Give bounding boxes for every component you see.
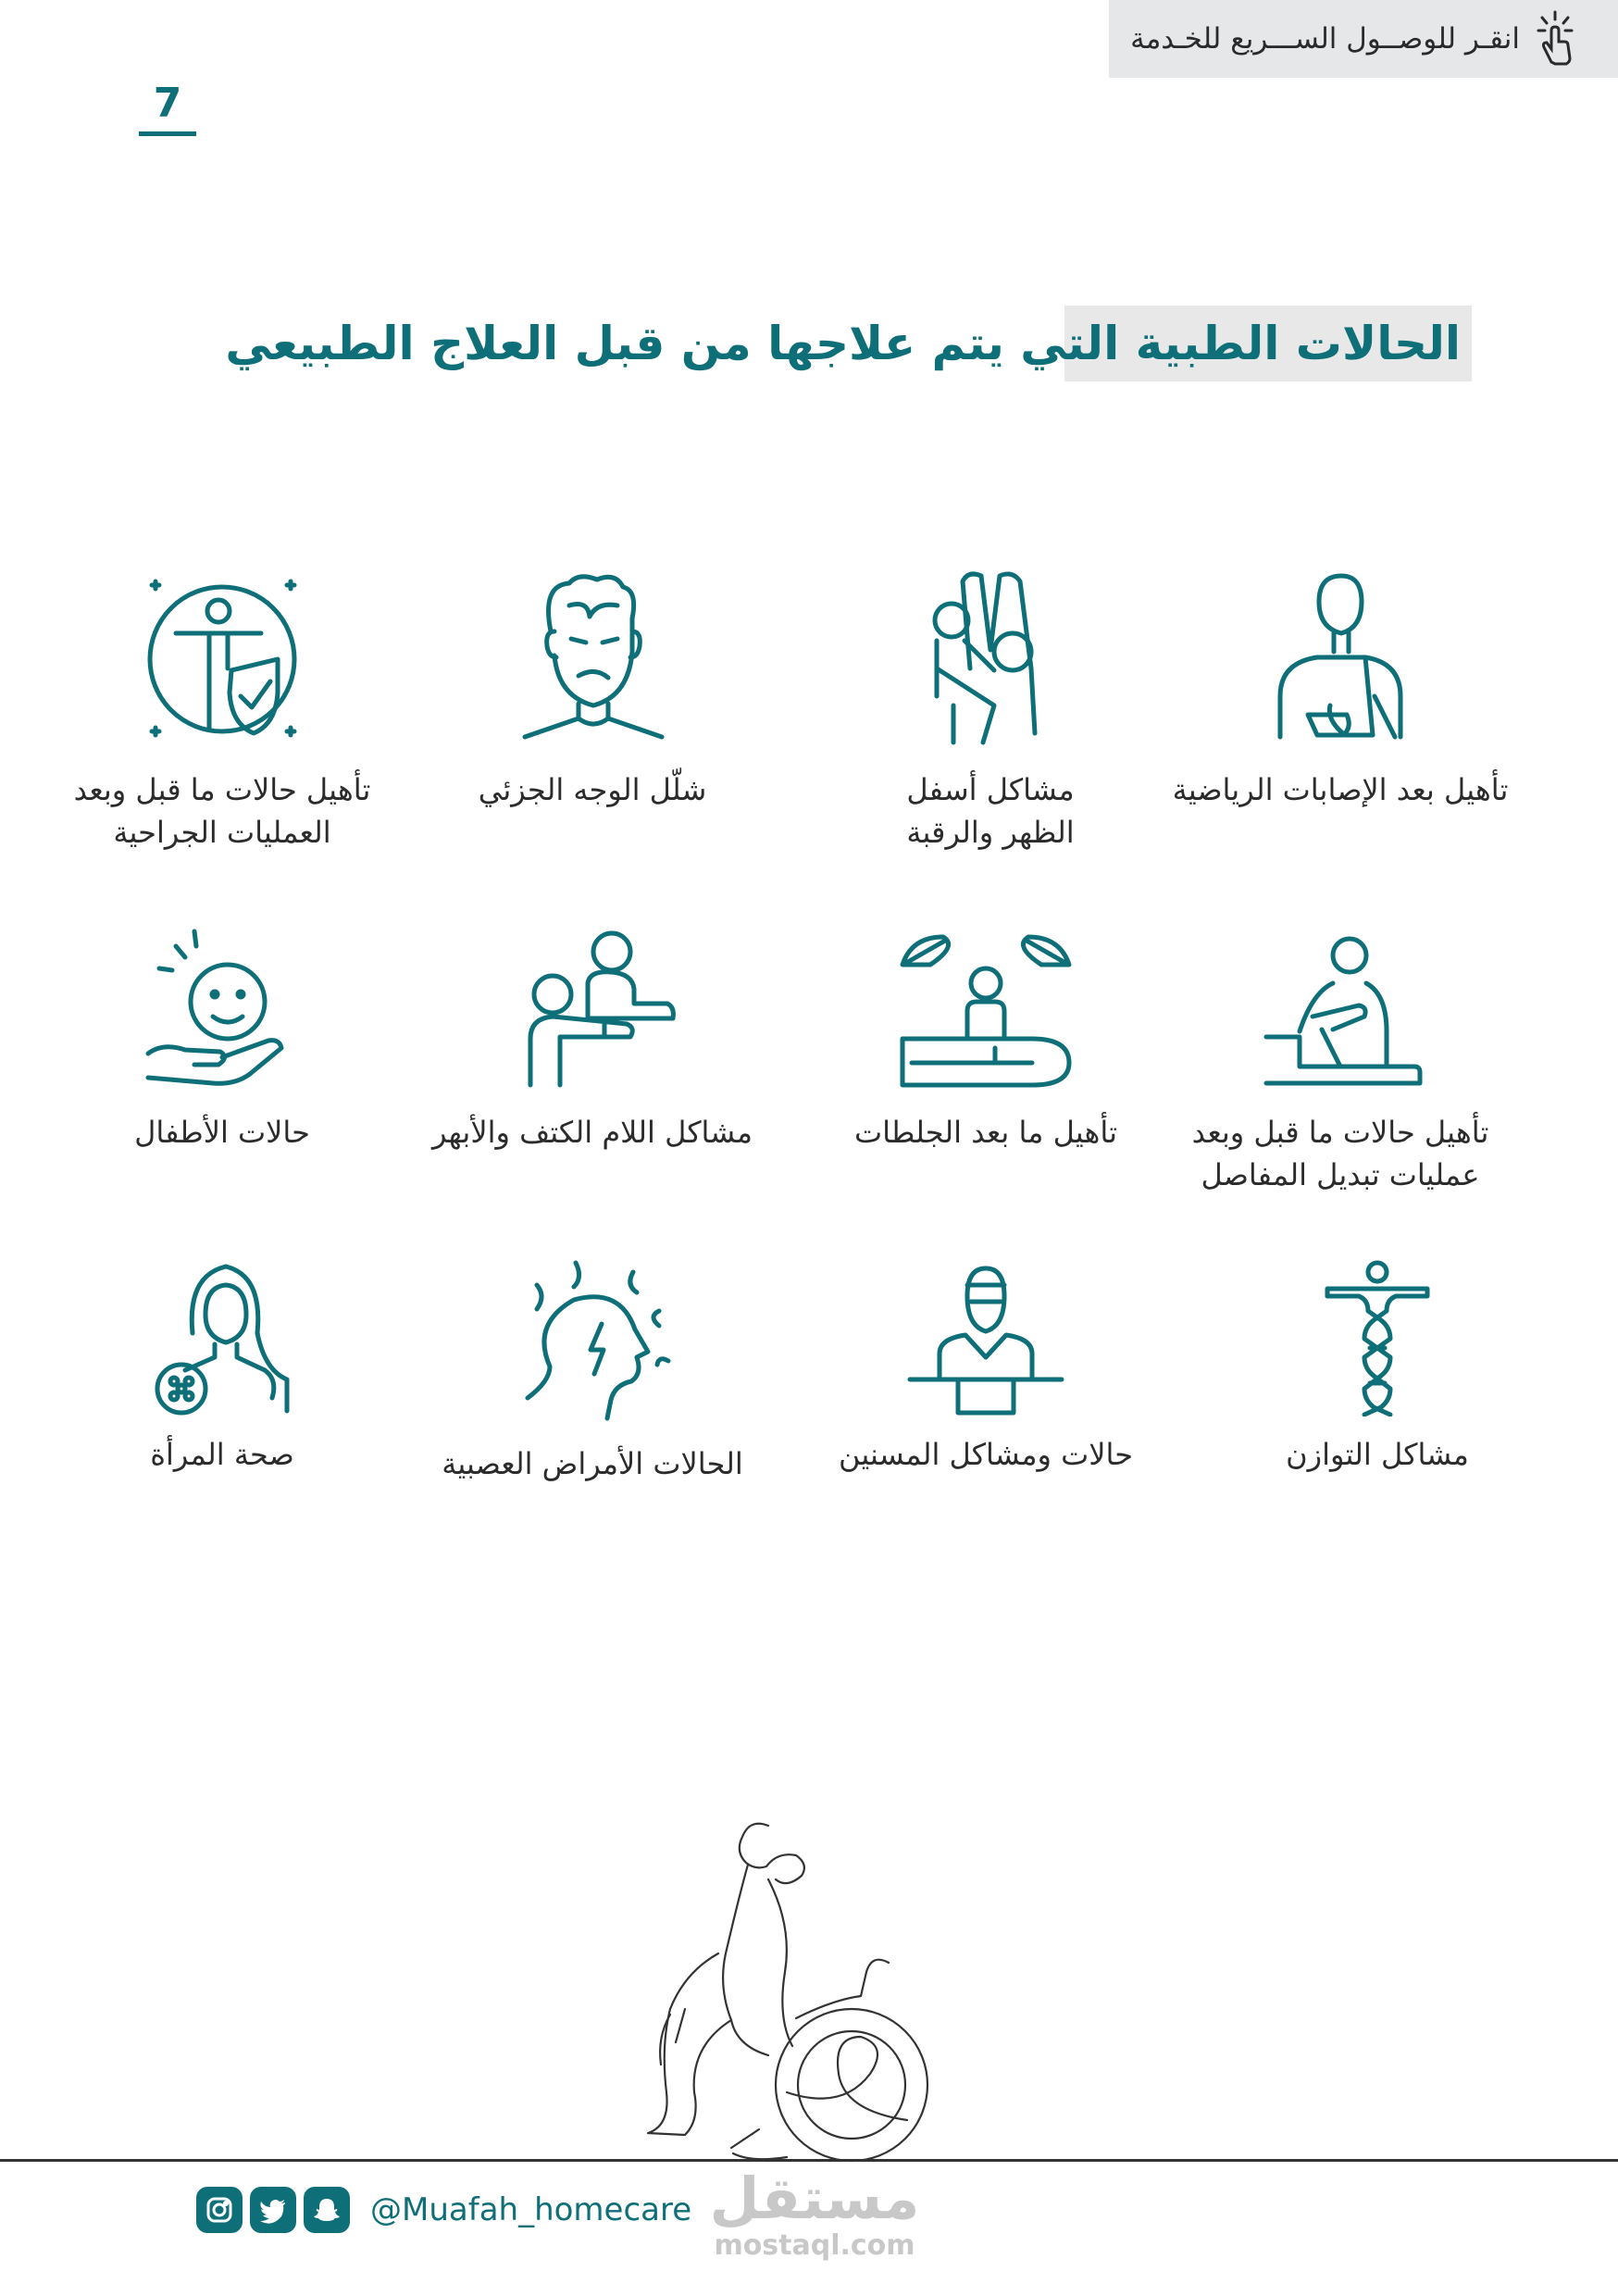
watermark bbox=[703, 2166, 926, 2261]
condition-label: حالات الأطفال bbox=[134, 1115, 310, 1150]
condition-label: شلّل الوجه الجزئي bbox=[478, 772, 707, 807]
condition-label: تأهيل ما بعد الجلطات bbox=[854, 1115, 1117, 1150]
condition-elderly bbox=[810, 1259, 1162, 1476]
sad-face-icon bbox=[514, 567, 671, 752]
snapchat-icon bbox=[313, 2196, 341, 2224]
condition-label: مشاكل أسفل الظهر والرقبة bbox=[906, 772, 1075, 850]
watermark-url: mostaql.com bbox=[714, 2229, 915, 2262]
social-handle[interactable]: @Muafah_homecare bbox=[370, 2191, 692, 2228]
twitter-icon bbox=[259, 2196, 287, 2224]
condition-label: تأهيل حالات ما قبل وبعد العمليات الجراحية bbox=[73, 772, 371, 850]
condition-back-neck bbox=[815, 567, 1166, 854]
instagram-icon bbox=[205, 2196, 233, 2224]
condition-facial-palsy bbox=[417, 567, 768, 811]
condition-stroke-rehab bbox=[810, 928, 1162, 1154]
condition-label: تأهيل حالات ما قبل وبعد عمليات تبديل المفاصل bbox=[1191, 1115, 1489, 1192]
woman-health-icon bbox=[148, 1259, 296, 1416]
page-title: الحالات الطبية التي يتم علاجها من قبل العلاج الطبيعي bbox=[225, 317, 1461, 370]
balance-dna-icon bbox=[1322, 1259, 1433, 1416]
body-shield-icon bbox=[139, 567, 305, 752]
condition-label: مشاكل التوازن bbox=[1286, 1437, 1469, 1472]
child-hand-icon bbox=[139, 928, 305, 1094]
condition-neurological bbox=[417, 1259, 768, 1485]
condition-shoulder-pain bbox=[417, 928, 768, 1154]
joint-rehab-icon bbox=[1257, 928, 1424, 1094]
condition-label: حالات ومشاكل المسنين bbox=[839, 1437, 1133, 1472]
shoulder-therapy-icon bbox=[504, 928, 680, 1094]
condition-sports-injury bbox=[1155, 567, 1525, 811]
wheelchair-illustration bbox=[629, 1815, 944, 2166]
condition-label: الحالات الأمراض العصبية bbox=[442, 1446, 743, 1481]
brain-head-icon bbox=[509, 1259, 676, 1426]
twitter-link[interactable] bbox=[250, 2187, 296, 2233]
condition-surgical-rehab bbox=[46, 567, 398, 854]
page-number: 7 bbox=[139, 80, 196, 136]
condition-women-health bbox=[46, 1259, 398, 1476]
snapchat-link[interactable] bbox=[304, 2187, 350, 2233]
condition-balance bbox=[1201, 1259, 1553, 1476]
condition-joint-replacement bbox=[1155, 928, 1525, 1196]
arm-sling-icon bbox=[1262, 567, 1419, 752]
back-stretch-icon bbox=[916, 567, 1064, 752]
elderly-doctor-icon bbox=[902, 1259, 1069, 1416]
social-links bbox=[196, 2187, 691, 2233]
watermark-arabic: مستقل bbox=[709, 2165, 920, 2232]
instagram-link[interactable] bbox=[196, 2187, 243, 2233]
stroke-patient-icon bbox=[893, 928, 1078, 1094]
condition-children bbox=[46, 928, 398, 1154]
quick-access-label: انقـر للوصــول الســـريع للخـدمة bbox=[1130, 22, 1520, 56]
condition-label: مشاكل اللام الكتف والأبهر bbox=[432, 1115, 753, 1150]
footer-divider bbox=[0, 2159, 1618, 2162]
condition-label: صحة المرأة bbox=[150, 1437, 294, 1472]
condition-label: تأهيل بعد الإصابات الرياضية bbox=[1172, 772, 1509, 807]
